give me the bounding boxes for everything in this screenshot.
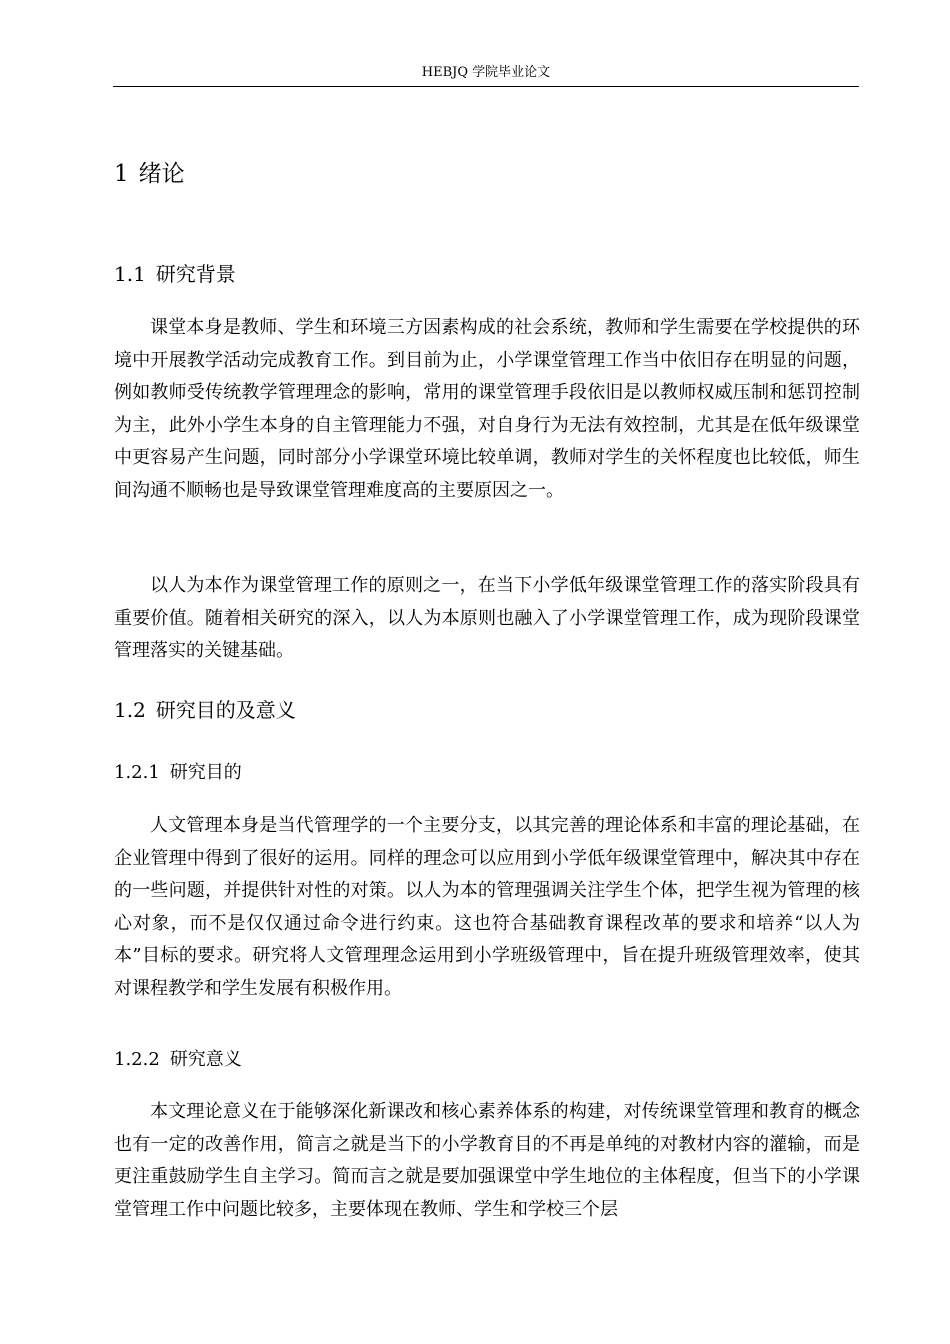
section-heading-background [114, 259, 236, 289]
chapter-heading [114, 156, 185, 192]
section-number: 1.2 [114, 698, 146, 722]
purpose-paragraph: 人文管理本身是当代管理学的一个主要分支，以其完善的理论体系和丰富的理论基础，在企业管理中得到了很好的运用。同样的理念可以应用到小学低年级课堂管理中，解决其中存在的一些问题，并提供针对性的对策。以人为本的管理强调关注学生个体，把学生视为管理的核心对象，而不是仅仅通过命令进行约束。这也符合基础教育课程改革的要求和培养“以人为本”目标的要求。研究将人文管理理念运用到小学班级管理中，旨在提升班级管理效率，使其对课程教学和学生发展有积极作用。 [114, 815, 860, 999]
subsection-heading-purpose [114, 759, 242, 787]
subsection-heading-significance [114, 1046, 242, 1074]
header-rule [113, 86, 859, 87]
subsection-number: 1.2.1 [114, 762, 160, 783]
section-heading-purpose-significance [114, 695, 296, 725]
chapter-number: 1 [114, 161, 129, 187]
subsection-title: 研究目的 [169, 762, 242, 783]
significance-paragraph: 本文理论意义在于能够深化新课改和核心素养体系的构建，对传统课堂管理和教育的概念也有一定的改善作用，简言之就是当下的小学教育目的不再是单纯的对教材内容的灌输，而是更注重鼓励学生自主学习。简而言之就是要加强课堂中学生地位的主体程度，但当下的小学课堂管理工作中问题比较多，主要体现在教师、学生和学校三个层 [114, 1101, 860, 1220]
subsection-number: 1.2.2 [114, 1049, 160, 1070]
background-paragraph-1: 课堂本身是教师、学生和环境三方因素构成的社会系统，教师和学生需要在学校提供的环境中开展教学活动完成教育工作。到目前为止，小学课堂管理工作当中依旧存在明显的问题，例如教师受传统教学管理理念的影响，常用的课堂管理手段依旧是以教师权威压制和惩罚控制为主，此外小学生本身的自主管理能力不强，对自身行为无法有效控制，尤其是在低年级课堂中更容易产生问题，同时部分小学课堂环境比较单调，教师对学生的关怀程度也比较低，师生间沟通不顺畅也是导致课堂管理难度高的主要原因之一。 [114, 317, 860, 501]
section-title: 研究目的及意义 [155, 698, 296, 722]
running-header: HEBJQ 学院毕业论文 [421, 65, 551, 80]
background-paragraph-2: 以人为本作为课堂管理工作的原则之一，在当下小学低年级课堂管理工作的落实阶段具有重要价值。随着相关研究的深入，以人为本原则也融入了小学课堂管理工作，成为现阶段课堂管理落实的关键基础。 [114, 575, 860, 661]
section-number: 1.1 [114, 262, 146, 286]
chapter-title: 绪论 [138, 161, 185, 187]
subsection-title: 研究意义 [169, 1049, 242, 1070]
section-title: 研究背景 [155, 262, 236, 286]
